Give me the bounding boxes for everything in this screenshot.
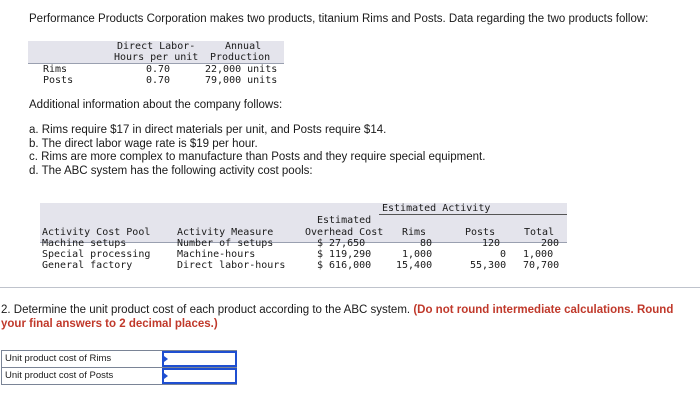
row-name: Rims [43, 64, 68, 75]
question-instruction: (Do not round intermediate calculations. Round your final answers to 2 decimal places.) [1, 304, 674, 330]
row-hours: 0.70 [146, 75, 171, 86]
estimated-activity-header: Estimated Activity [382, 203, 491, 214]
question-text [1, 303, 691, 331]
row-production: 22,000 units [205, 64, 278, 75]
production-header [225, 41, 261, 52]
input-caret-icon [164, 356, 168, 362]
problem-intro: Performance Products Corporation makes two products, titanium Rims and Posts. Data regarding the two products follow: [29, 13, 649, 25]
hours-header-2 [114, 52, 198, 63]
rims-cell: 1,000 [402, 249, 433, 260]
rims-cell: 15,400 [396, 260, 433, 271]
hours-header [117, 41, 195, 52]
answer-table [1, 350, 237, 385]
hours-header-line2: Hours per unit [114, 52, 199, 63]
pool-cell: Special processing [42, 249, 151, 260]
measure-header: Activity Measure [177, 227, 274, 238]
input-caret-icon [164, 373, 168, 379]
measure-cell: Direct labor-hours [177, 260, 286, 271]
section-divider [0, 287, 700, 288]
posts-header: Posts [465, 227, 496, 238]
pool-header: Activity Cost Pool [42, 227, 151, 238]
list-item: b. The direct labor wage rate is $19 per hour. [29, 137, 258, 150]
measure-cell: Machine-hours [177, 249, 256, 260]
rims-header: Rims [402, 227, 427, 238]
row-production: 79,000 units [205, 75, 278, 86]
info-list [29, 124, 485, 178]
row-name: Posts [43, 75, 74, 86]
total-cell: 200 [541, 238, 560, 249]
pool-cell: Machine setups [42, 238, 127, 249]
total-cell: 1,000 [523, 249, 554, 260]
list-item: d. The ABC system has the following activity cost pools: [29, 164, 313, 177]
answer-label-posts: Unit product cost of Posts [5, 370, 114, 381]
posts-cell: 0 [500, 249, 507, 260]
production-header-line2: Production [210, 52, 271, 63]
overhead-header-line1: Estimated [317, 215, 372, 226]
list-item: c. Rims are more complex to manufacture than Posts and they require special equipment. [29, 151, 486, 163]
posts-cell: 55,300 [470, 260, 507, 271]
row-hours: 0.70 [146, 64, 171, 75]
additional-info-heading: Additional information about the company follows: [29, 99, 283, 111]
production-header-line1: Annual [225, 41, 262, 52]
question-prompt: 2. Determine the unit product cost of each product according to the ABC system. [1, 304, 414, 316]
product-data-table [28, 41, 284, 87]
total-cell: 70,700 [523, 260, 560, 271]
activity-cost-table [40, 203, 567, 273]
posts-unit-cost-input[interactable] [162, 368, 237, 384]
overhead-cell: $ 616,000 [317, 260, 372, 271]
overhead-header-line2: Overhead Cost [305, 227, 384, 238]
pool-cell: General factory [42, 260, 133, 271]
measure-cell: Number of setups [177, 238, 274, 249]
rims-unit-cost-input[interactable] [162, 351, 237, 367]
estimated-activity-rule [379, 214, 567, 215]
rims-cell: 80 [420, 238, 433, 249]
overhead-cell: $ 27,650 [317, 238, 366, 249]
posts-cell: 120 [482, 238, 501, 249]
production-header-2 [210, 52, 270, 63]
list-item: a. Rims require $17 in direct materials per unit, and Posts require $14. [29, 124, 387, 136]
answer-row-posts [1, 368, 237, 385]
overhead-cell: $ 119,290 [317, 249, 372, 260]
total-header: Total [524, 227, 555, 238]
hours-header-line1: Direct Labor- [117, 41, 196, 52]
answer-row-rims [1, 350, 237, 368]
answer-label-rims: Unit product cost of Rims [5, 353, 112, 364]
